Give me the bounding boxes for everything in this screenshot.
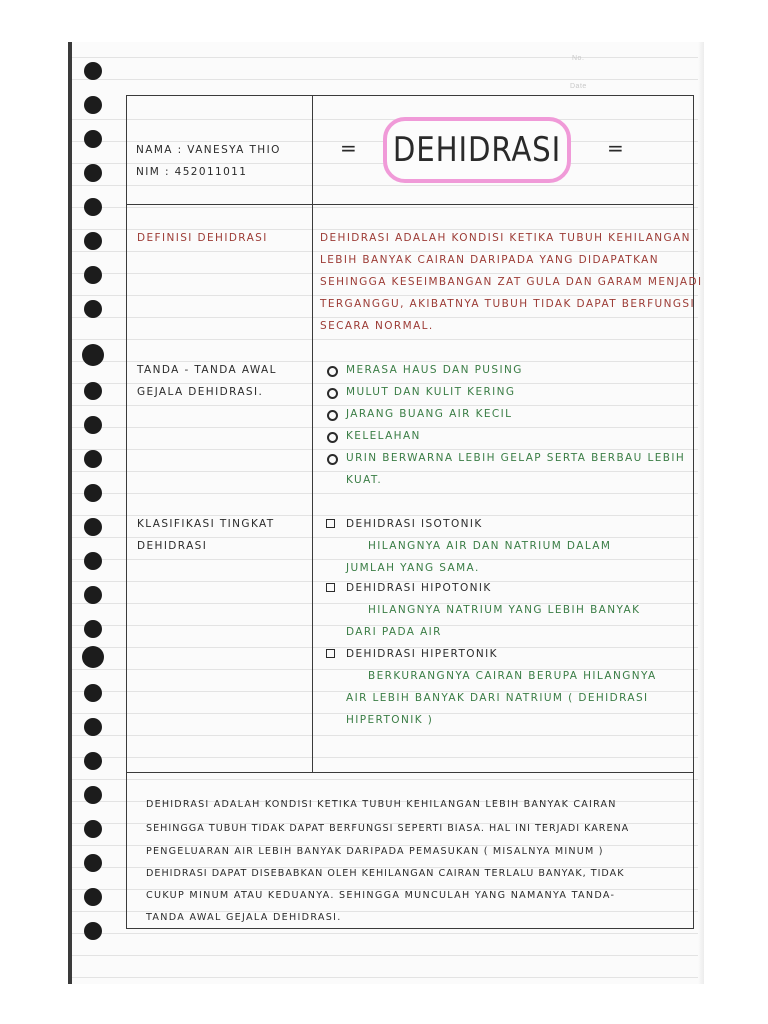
- class-description: DARI PADA AIR: [346, 626, 442, 638]
- binder-hole-icon: [82, 646, 104, 668]
- binder-hole-icon: [84, 198, 102, 216]
- class-description: AIR LEBIH BANYAK DARI NATRIUM ( DEHIDRASI: [346, 692, 649, 704]
- title-highlight-box: [383, 117, 571, 183]
- symptom-item: JARANG BUANG AIR KECIL: [346, 408, 513, 420]
- title-decoration-right: =: [607, 136, 624, 160]
- circle-bullet-icon: [327, 366, 338, 377]
- symptom-item: MULUT DAN KULIT KERING: [346, 386, 516, 398]
- binder-hole-icon: [84, 96, 102, 114]
- symptoms-label: GEJALA DEHIDRASI.: [137, 386, 264, 398]
- class-description: BERKURANGNYA CAIRAN BERUPA HILANGNYA: [368, 670, 657, 682]
- binder-hole-icon: [84, 684, 102, 702]
- summary-text: CUKUP MINUM ATAU KEDUANYA. SEHINGGA MUNCULAH YANG NAMANYA TANDA-: [146, 890, 616, 901]
- binder-hole-icon: [84, 232, 102, 250]
- summary-text: TANDA AWAL GEJALA DEHIDRASI.: [146, 912, 342, 923]
- binder-hole-icon: [84, 888, 102, 906]
- definition-text: SECARA NORMAL.: [320, 320, 434, 332]
- class-name: DEHIDRASI HIPERTONIK: [346, 648, 498, 660]
- binder-hole-icon: [84, 752, 102, 770]
- page-date-label: Date: [570, 83, 587, 90]
- column-divider: [312, 95, 313, 772]
- definition-text: DEHIDRASI ADALAH KONDISI KETIKA TUBUH KEHILANGAN: [320, 232, 691, 244]
- binder-hole-icon: [84, 518, 102, 536]
- binder-hole-icon: [84, 922, 102, 940]
- class-description: HILANGNYA NATRIUM YANG LEBIH BANYAK: [368, 604, 641, 616]
- page-number-label: No.: [572, 55, 585, 62]
- binder-hole-icon: [84, 266, 102, 284]
- student-name: NAMA : VANESYA THIO: [136, 144, 281, 156]
- symptom-item-continuation: KUAT.: [346, 474, 383, 486]
- symptom-item: MERASA HAUS DAN PUSING: [346, 364, 523, 376]
- binder-hole-icon: [84, 382, 102, 400]
- binder-hole-icon: [84, 718, 102, 736]
- page-title: DEHIDRASI: [392, 130, 562, 170]
- classification-label: KLASIFIKASI TINGKAT: [137, 518, 275, 530]
- square-bullet-icon: [326, 649, 335, 658]
- summary-text: SEHINGGA TUBUH TIDAK DAPAT BERFUNGSI SEPERTI BIASA. HAL INI TERJADI KARENA: [146, 823, 630, 834]
- binder-hole-icon: [84, 130, 102, 148]
- binder-hole-icon: [84, 820, 102, 838]
- binder-hole-icon: [84, 416, 102, 434]
- class-name: DEHIDRASI ISOTONIK: [346, 518, 483, 530]
- circle-bullet-icon: [327, 432, 338, 443]
- class-description: HILANGNYA AIR DAN NATRIUM DALAM: [368, 540, 612, 552]
- binder-hole-icon: [84, 586, 102, 604]
- class-description: HIPERTONIK ): [346, 714, 434, 726]
- binder-hole-icon: [84, 164, 102, 182]
- binder-hole-icon: [84, 62, 102, 80]
- definition-text: LEBIH BANYAK CAIRAN DARIPADA YANG DIDAPATKAN: [320, 254, 660, 266]
- summary-divider: [126, 772, 694, 773]
- binder-hole-icon: [84, 552, 102, 570]
- class-name: DEHIDRASI HIPOTONIK: [346, 582, 492, 594]
- page-edge-shadow: [698, 42, 704, 984]
- symptoms-label: TANDA - TANDA AWAL: [137, 364, 277, 376]
- classification-label: DEHIDRASI: [137, 540, 208, 552]
- title-decoration-left: =: [340, 136, 357, 160]
- definition-text: TERGANGGU, AKIBATNYA TUBUH TIDAK DAPAT BERFUNGSI: [320, 298, 695, 310]
- class-description: JUMLAH YANG SAMA.: [346, 562, 480, 574]
- square-bullet-icon: [326, 583, 335, 592]
- symptom-item: KELELAHAN: [346, 430, 421, 442]
- definition-text: SEHINGGA KESEIMBANGAN ZAT GULA DAN GARAM MENJADI: [320, 276, 703, 288]
- binder-holes: [84, 62, 106, 962]
- square-bullet-icon: [326, 519, 335, 528]
- binder-hole-icon: [84, 300, 102, 318]
- circle-bullet-icon: [327, 388, 338, 399]
- circle-bullet-icon: [327, 454, 338, 465]
- symptom-item: URIN BERWARNA LEBIH GELAP SERTA BERBAU LEBIH: [346, 452, 686, 464]
- definition-label: DEFINISI DEHIDRASI: [137, 232, 268, 244]
- summary-text: DEHIDRASI DAPAT DISEBABKAN OLEH KEHILANGAN CAIRAN TERLALU BANYAK, TIDAK: [146, 868, 625, 879]
- summary-text: PENGELUARAN AIR LEBIH BANYAK DARIPADA PEMASUKAN ( MISALNYA MINUM ): [146, 846, 604, 857]
- binder-hole-icon: [84, 786, 102, 804]
- binder-hole-icon: [84, 484, 102, 502]
- binder-hole-icon: [84, 620, 102, 638]
- header-divider: [126, 204, 694, 205]
- binder-hole-icon: [82, 344, 104, 366]
- summary-text: DEHIDRASI ADALAH KONDISI KETIKA TUBUH KEHILANGAN LEBIH BANYAK CAIRAN: [146, 799, 617, 810]
- binder-hole-icon: [84, 450, 102, 468]
- binder-hole-icon: [84, 854, 102, 872]
- circle-bullet-icon: [327, 410, 338, 421]
- student-id: NIM : 452011011: [136, 166, 248, 178]
